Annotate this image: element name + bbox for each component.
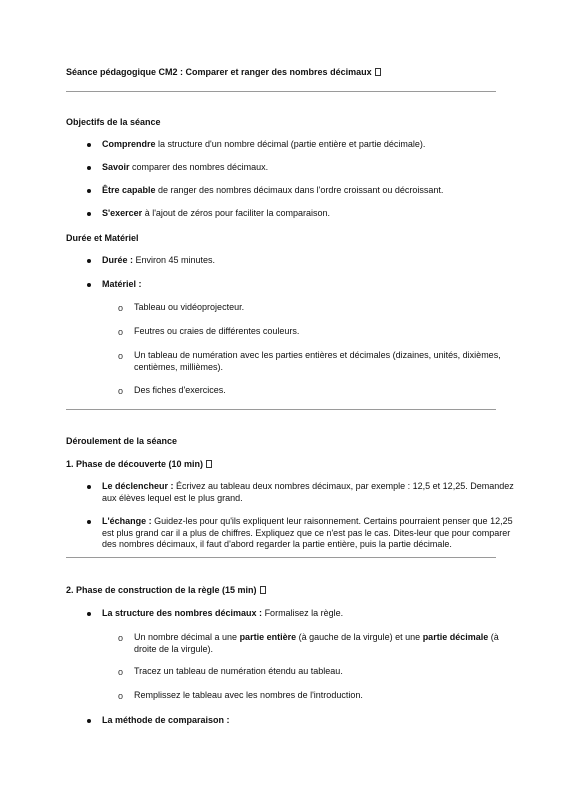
document-title: Séance pédagogique CM2 : Comparer et ranger des nombres décimaux [66, 67, 381, 79]
objectifs-heading: Objectifs de la séance [66, 117, 161, 127]
list-item: L'échange : Guidez-les pour qu'ils expliquent leur raisonnement. Certains pourraient penser que 12,25 est plus grand car il a plus de chiffres. Expliquez que ce n'est pas le cas. Dites-leur que pour comparer des nombres décimaux, il faut d'abord regarder la partie entière, puis la partie décimale. [102, 516, 513, 549]
list-item: Comprendre la structure d'un nombre décimal (partie entière et partie décimale). [102, 139, 426, 149]
list-item: Durée : Environ 45 minutes. [102, 255, 216, 265]
bullet-icon [87, 520, 91, 524]
list-item: La structure des nombres décimaux : Formalisez la règle. [102, 608, 344, 618]
sub-list-item: Feutres ou craies de différentes couleurs. [134, 326, 300, 336]
bullet-icon [87, 143, 91, 147]
divider [66, 91, 496, 92]
sub-list-item: Tracez un tableau de numération étendu au tableau. [134, 666, 343, 676]
sub-bullet-icon: o [118, 691, 124, 701]
materiel-label: Matériel : [102, 279, 142, 289]
deroulement-heading: Déroulement de la séance [66, 436, 178, 446]
sub-list-item: Remplissez le tableau avec les nombres de l'introduction. [134, 690, 363, 700]
sub-list-item: Un nombre décimal a une partie entière (à gauche de la virgule) et une partie décimale (à droite de la virgule). [134, 632, 499, 654]
sub-bullet-icon: o [118, 633, 124, 643]
placeholder-glyph-icon [260, 586, 266, 594]
divider [66, 557, 496, 558]
divider [66, 409, 496, 410]
bullet-icon [87, 212, 91, 216]
list-item: S'exercer à l'ajout de zéros pour faciliter la comparaison. [102, 208, 331, 218]
bullet-icon [87, 485, 91, 489]
list-item: La méthode de comparaison : [102, 715, 230, 725]
list-item: Être capable de ranger des nombres décimaux dans l'ordre croissant ou décroissant. [102, 185, 444, 195]
bullet-icon [87, 189, 91, 193]
sub-bullet-icon: o [118, 351, 124, 361]
duree-materiel-heading: Durée et Matériel [66, 233, 139, 243]
sub-bullet-icon: o [118, 386, 124, 396]
list-item: Le déclencheur : Écrivez au tableau deux nombres décimaux, par exemple : 12,5 et 12,25. Demandez aux élèves lequel est le plus grand. [102, 481, 514, 503]
phase1-heading: 1. Phase de découverte (10 min) [66, 459, 212, 471]
bullet-icon [87, 283, 91, 287]
sub-bullet-icon: o [118, 667, 124, 677]
bullet-icon [87, 612, 91, 616]
placeholder-glyph-icon [206, 460, 212, 468]
sub-bullet-icon: o [118, 303, 124, 313]
sub-list-item: Un tableau de numération avec les parties entières et décimales (dizaines, unités, dixièmes, centièmes, millièmes). [134, 350, 501, 372]
bullet-icon [87, 719, 91, 723]
bullet-icon [87, 259, 91, 263]
sub-bullet-icon: o [118, 327, 124, 337]
bullet-icon [87, 166, 91, 170]
sub-list-item: Tableau ou vidéoprojecteur. [134, 302, 245, 312]
phase2-heading: 2. Phase de construction de la règle (15 min) [66, 585, 266, 597]
sub-list-item: Des fiches d'exercices. [134, 385, 226, 395]
list-item: Savoir comparer des nombres décimaux. [102, 162, 269, 172]
placeholder-glyph-icon [375, 68, 381, 76]
